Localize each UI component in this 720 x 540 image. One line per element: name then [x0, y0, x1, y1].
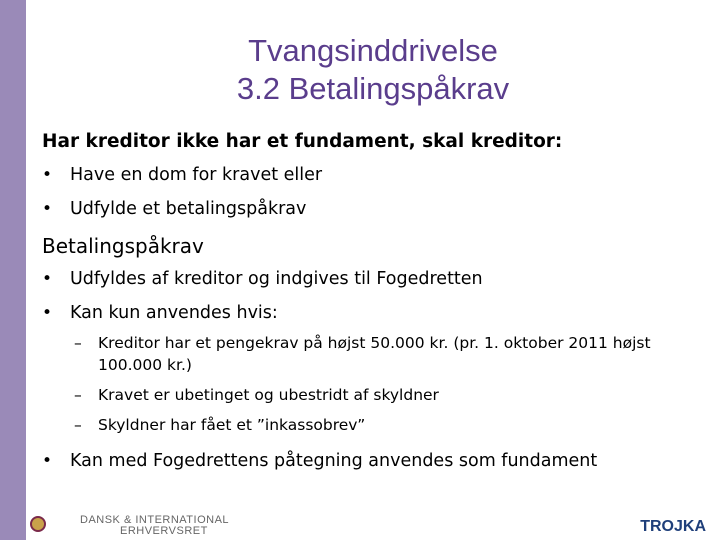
list-item: • Kan kun anvendes hvis:	[42, 296, 712, 330]
dash-icon: –	[74, 334, 82, 352]
title-line-1: Tvangsinddrivelse	[248, 33, 498, 68]
publisher-line-1: DANSK & INTERNATIONAL	[80, 514, 230, 526]
slide-title	[26, 32, 720, 108]
section1-heading: Har kreditor ikke har et fundament, skal kreditor:	[42, 131, 563, 152]
dash-icon: –	[74, 416, 82, 434]
list-item: • Kan med Fogedrettens påtegning anvendes som fundament	[42, 444, 712, 478]
section2-bullet-list	[42, 262, 712, 330]
sub-list-item: – Kravet er ubetinget og ubestridt af skyldner	[74, 386, 439, 404]
sub-list-item: – Kreditor har et pengekrav på højst 50.000 kr. (pr. 1. oktober 2011 højst 100.000 kr.)	[74, 334, 651, 374]
sub-list-item: – Skyldner har fået et ”inkassobrev”	[74, 416, 366, 434]
publisher-name	[80, 515, 229, 537]
trojka-logo: TROJKA	[640, 518, 706, 535]
list-item: • Udfylde et betalingspåkrav	[42, 192, 712, 226]
bullet-icon: •	[42, 303, 53, 323]
list-item: • Have en dom for kravet eller	[42, 158, 712, 192]
bullet-icon: •	[42, 165, 53, 185]
title-line-2: 3.2 Betalingspåkrav	[236, 71, 510, 106]
section2-sub-list	[74, 332, 712, 436]
section1-bullet-list	[42, 158, 712, 226]
section2-final-bullet	[42, 444, 712, 478]
publisher-logo-icon	[30, 516, 46, 532]
bullet-icon: •	[42, 269, 53, 289]
section2-heading: Betalingspåkrav	[42, 234, 204, 258]
left-decorative-band	[0, 0, 26, 540]
publisher-line-2: ERHVERVSRET	[120, 525, 208, 537]
bullet-icon: •	[42, 199, 53, 219]
slide-content	[42, 128, 712, 478]
list-item: • Udfyldes af kreditor og indgives til Fogedretten	[42, 262, 712, 296]
bullet-icon: •	[42, 451, 53, 471]
dash-icon: –	[74, 386, 82, 404]
